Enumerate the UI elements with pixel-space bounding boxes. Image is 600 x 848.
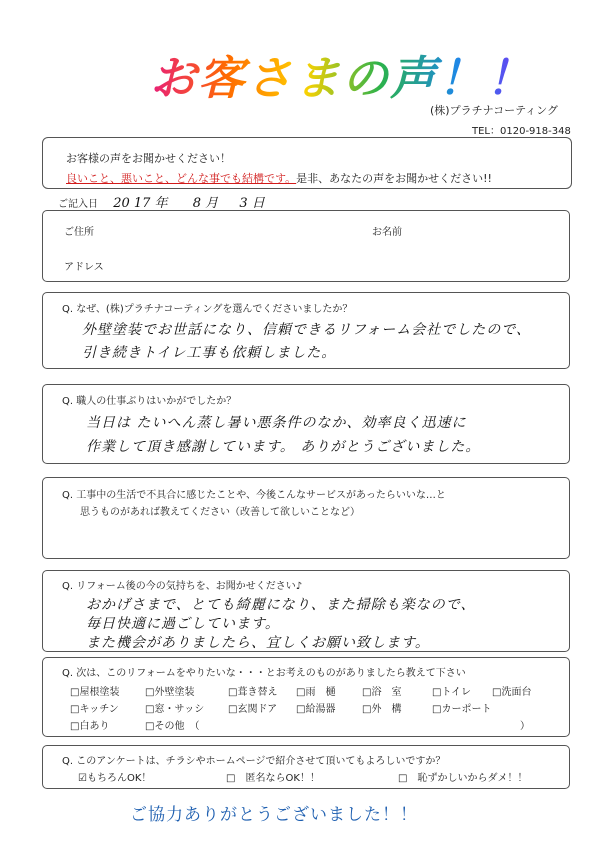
intro-line-1: お客様の声をお聞かせください！: [66, 152, 231, 165]
option-window-sash[interactable]: □窓・サッシ: [145, 704, 205, 715]
q6-question: Q. このアンケートは、チラシやホームページで紹介させて頂いてもよろしいですか？: [62, 756, 446, 767]
date-line: [58, 192, 265, 211]
customer-info-box: [42, 210, 570, 282]
option-wall-painting[interactable]: □外壁塗装: [145, 687, 195, 698]
q5-question: Q. 次は、このリフォームをやりたいな・・・とお考えのものがありましたら教えて下さい: [62, 668, 466, 679]
name-label: お名前: [372, 227, 402, 238]
option-termites[interactable]: □白あり: [70, 721, 110, 732]
option-exterior[interactable]: □外 構: [362, 704, 402, 715]
q2-answer-line-1: 当日は たいへん蒸し暑い悪条件のなか、効率良く迅速に: [86, 415, 467, 431]
page-title: お客さまの声！！: [150, 42, 534, 108]
q3-question-line-2: 思うものがあれば教えてください（改善して欲しいことなど）: [80, 507, 360, 518]
q2-answer-line-2: 作業して頂き感謝しています。 ありがとうございました。: [86, 439, 481, 455]
thank-you-message: ご協力ありがとうございました！！: [130, 805, 418, 825]
date-year: 20 17 年: [113, 196, 168, 211]
option-no[interactable]: □ 恥ずかしいからダメ！！: [398, 773, 528, 784]
phone-number: TEL：0120-918-348: [472, 126, 571, 137]
date-label: ご記入日: [58, 199, 98, 210]
option-gutter[interactable]: □雨 樋: [296, 687, 336, 698]
option-carport[interactable]: □カーポート: [432, 704, 492, 715]
intro-red-text: 良いこと、悪いこと、どんな事でも結構です。: [66, 172, 297, 185]
q1-question: Q. なぜ、(株)プラチナコーティングを選んでくださいましたか？: [62, 304, 353, 315]
q4-answer-line-2: 毎日快適に過ごしています。: [86, 616, 280, 632]
option-ok[interactable]: ☑もちろんOK！: [78, 773, 152, 784]
other-close-paren: ）: [520, 721, 530, 732]
option-other[interactable]: □その他 （: [145, 721, 200, 732]
intro-rest-text: 是非、あなたの声をお聞かせください!!: [296, 172, 492, 185]
option-toilet[interactable]: □トイレ: [432, 687, 471, 698]
intro-line-2: [66, 170, 492, 186]
address-label: ご住所: [64, 227, 94, 238]
q2-question: Q. 職人の仕事ぶりはいかがでしたか？: [62, 396, 237, 407]
q3-question-line-1: Q. 工事中の生活で不具合に感じたことや、今後こんなサービスがあったらいいな…と: [62, 490, 446, 501]
q1-answer-line-1: 外壁塗装でお世話になり、信頼できるリフォーム会社でしたので、: [82, 322, 532, 338]
option-kitchen[interactable]: □キッチン: [70, 704, 119, 715]
option-reroofing[interactable]: □葺き替え: [228, 687, 278, 698]
option-roof-painting[interactable]: □屋根塗装: [70, 687, 120, 698]
q4-answer-line-1: おかげさまで、とても綺麗になり、また掃除も楽なので、: [86, 597, 476, 613]
q4-answer-line-3: また機会がありましたら、宜しくお願い致します。: [86, 635, 430, 651]
q4-question: Q. リフォーム後の今の気持ちを、お聞かせください♪: [62, 581, 303, 592]
date-month: 8 月: [192, 196, 219, 211]
email-label: アドレス: [64, 262, 104, 273]
option-bathroom[interactable]: □浴 室: [362, 687, 402, 698]
company-name: (株)プラチナコーティング: [430, 104, 559, 117]
q1-answer-line-2: 引き続きトイレ工事も依頼しました。: [82, 345, 337, 361]
date-day: 3 日: [239, 196, 265, 211]
option-water-heater[interactable]: □給湯器: [296, 704, 336, 715]
option-anonymous-ok[interactable]: □ 匿名ならOK！！: [226, 773, 320, 784]
option-washbasin[interactable]: □洗面台: [492, 687, 532, 698]
option-entrance-door[interactable]: □玄関ドア: [228, 704, 278, 715]
